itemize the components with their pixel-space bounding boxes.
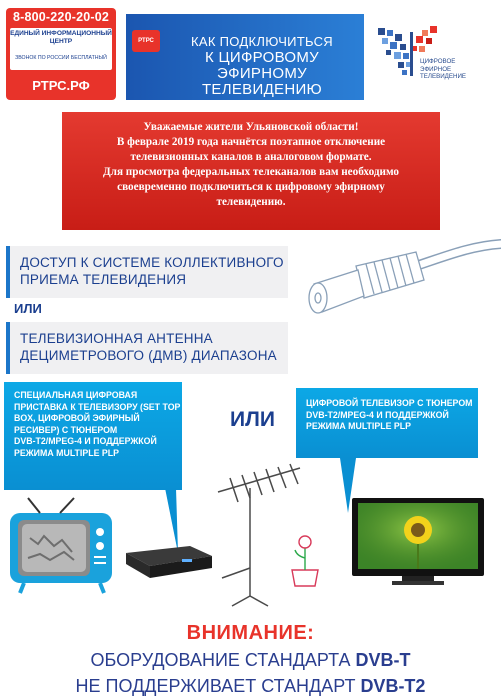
warning-line-2 bbox=[0, 676, 501, 697]
access-line-2: ПРИЕМА ТЕЛЕВИДЕНИЯ bbox=[20, 272, 187, 287]
or-label-1: ИЛИ bbox=[14, 301, 42, 316]
notice-line-2: В феврале 2019 года начнётся поэтапное отключение bbox=[116, 136, 386, 148]
settop-line-6: РЕЖИМА MULTIPLE PLP bbox=[14, 447, 120, 458]
dvb-t-label: DVB-T bbox=[355, 650, 411, 670]
settop-line-3: BOX, ЦИФРОВОЙ ЭФИРНЫЙ bbox=[14, 413, 140, 423]
cable-connector-icon bbox=[296, 236, 501, 326]
flat-tv-icon bbox=[352, 498, 484, 585]
notice-line-6: телевидению. bbox=[216, 196, 286, 208]
warning-line-2-text: НЕ ПОДДЕРЖИВАЕТ СТАНДАРТ bbox=[75, 676, 361, 696]
collective-reception-bar bbox=[6, 246, 288, 298]
hotline-phone[interactable]: 8-800-220-20-02 bbox=[12, 10, 110, 24]
tv-line-2: DVB-T2/MPEG-4 И ПОДДЕРЖКОЙ bbox=[306, 409, 449, 420]
info-center-title: ЕДИНЫЙ ИНФОРМАЦИОННЫЙ ЦЕНТР bbox=[10, 30, 112, 45]
title-line-3: ТЕЛЕВИДЕНИЮ bbox=[201, 81, 323, 98]
notice-greeting: Уважаемые жители Ульяновской области! bbox=[143, 121, 359, 133]
page-title bbox=[162, 34, 362, 98]
warning-title: ВНИМАНИЕ: bbox=[186, 622, 315, 644]
title-line-2: К ЦИФРОВОМУ ЭФИРНОМУ bbox=[204, 49, 320, 82]
settop-line-4: РЕСИВЕР) С ТЮНЕРОМ bbox=[14, 424, 118, 435]
notice-text bbox=[62, 112, 440, 210]
brand-line-2: ЭФИРНОЕ bbox=[420, 65, 452, 73]
tv-line-1: ЦИФРОВОЙ ТЕЛЕВИЗОР С ТЮНЕРОМ bbox=[306, 398, 473, 408]
equipment-illustration bbox=[0, 458, 501, 608]
access-line-1: ДОСТУП К СИСТЕМЕ КОЛЛЕКТИВНОГО bbox=[20, 255, 284, 270]
tv-antenna-icon bbox=[218, 464, 300, 606]
title-line-1: КАК ПОДКЛЮЧИТЬСЯ bbox=[191, 34, 333, 49]
site-link[interactable]: РТРС.РФ bbox=[32, 78, 90, 93]
antenna-line-2: ДЕЦИМЕТРОВОГО (ДМВ) ДИАПАЗОНА bbox=[20, 348, 277, 363]
brand-line-3: ТЕЛЕВИДЕНИЕ bbox=[420, 73, 467, 80]
settop-pointer-icon bbox=[165, 488, 178, 553]
notice-line-3: телевизионных каналов в аналоговом формате. bbox=[130, 151, 372, 163]
settop-line-5: DVB-T2/MPEG-4 И ПОДДЕРЖКОЙ bbox=[14, 436, 157, 446]
flower-pot-icon bbox=[292, 536, 318, 586]
warning-line-1 bbox=[0, 650, 501, 671]
notice-line-5: своевременно подключиться к цифровому эфирному bbox=[117, 181, 385, 193]
settop-box-icon bbox=[126, 546, 212, 578]
warning-line-1-text: ОБОРУДОВАНИЕ СТАНДАРТА bbox=[90, 650, 356, 670]
old-tv-icon bbox=[10, 498, 112, 593]
or-label-2: ИЛИ bbox=[230, 408, 275, 431]
info-center-subtitle: ЗВОНОК ПО РОССИИ БЕСПЛАТНЫЙ bbox=[15, 55, 107, 61]
rtrs-logo: РТРС bbox=[132, 30, 160, 52]
settop-line-1: СПЕЦИАЛЬНАЯ ЦИФРОВАЯ bbox=[14, 390, 138, 400]
brand-caption bbox=[420, 58, 500, 81]
settop-line-2: ПРИСТАВКА К ТЕЛЕВИЗОРУ (SET TOP bbox=[14, 401, 181, 412]
antenna-bar bbox=[6, 322, 288, 374]
tv-line-3: РЕЖИМА MULTIPLE PLP bbox=[306, 421, 412, 431]
antenna-line-1: ТЕЛЕВИЗИОННАЯ АНТЕННА bbox=[20, 331, 213, 346]
digital-tv-info bbox=[296, 388, 478, 458]
notice-line-4: Для просмотра федеральных телеканалов вам необходимо bbox=[102, 166, 400, 178]
dvb-t2-label: DVB-T2 bbox=[360, 676, 426, 696]
brand-line-1: ЦИФРОВОЕ bbox=[420, 58, 456, 65]
